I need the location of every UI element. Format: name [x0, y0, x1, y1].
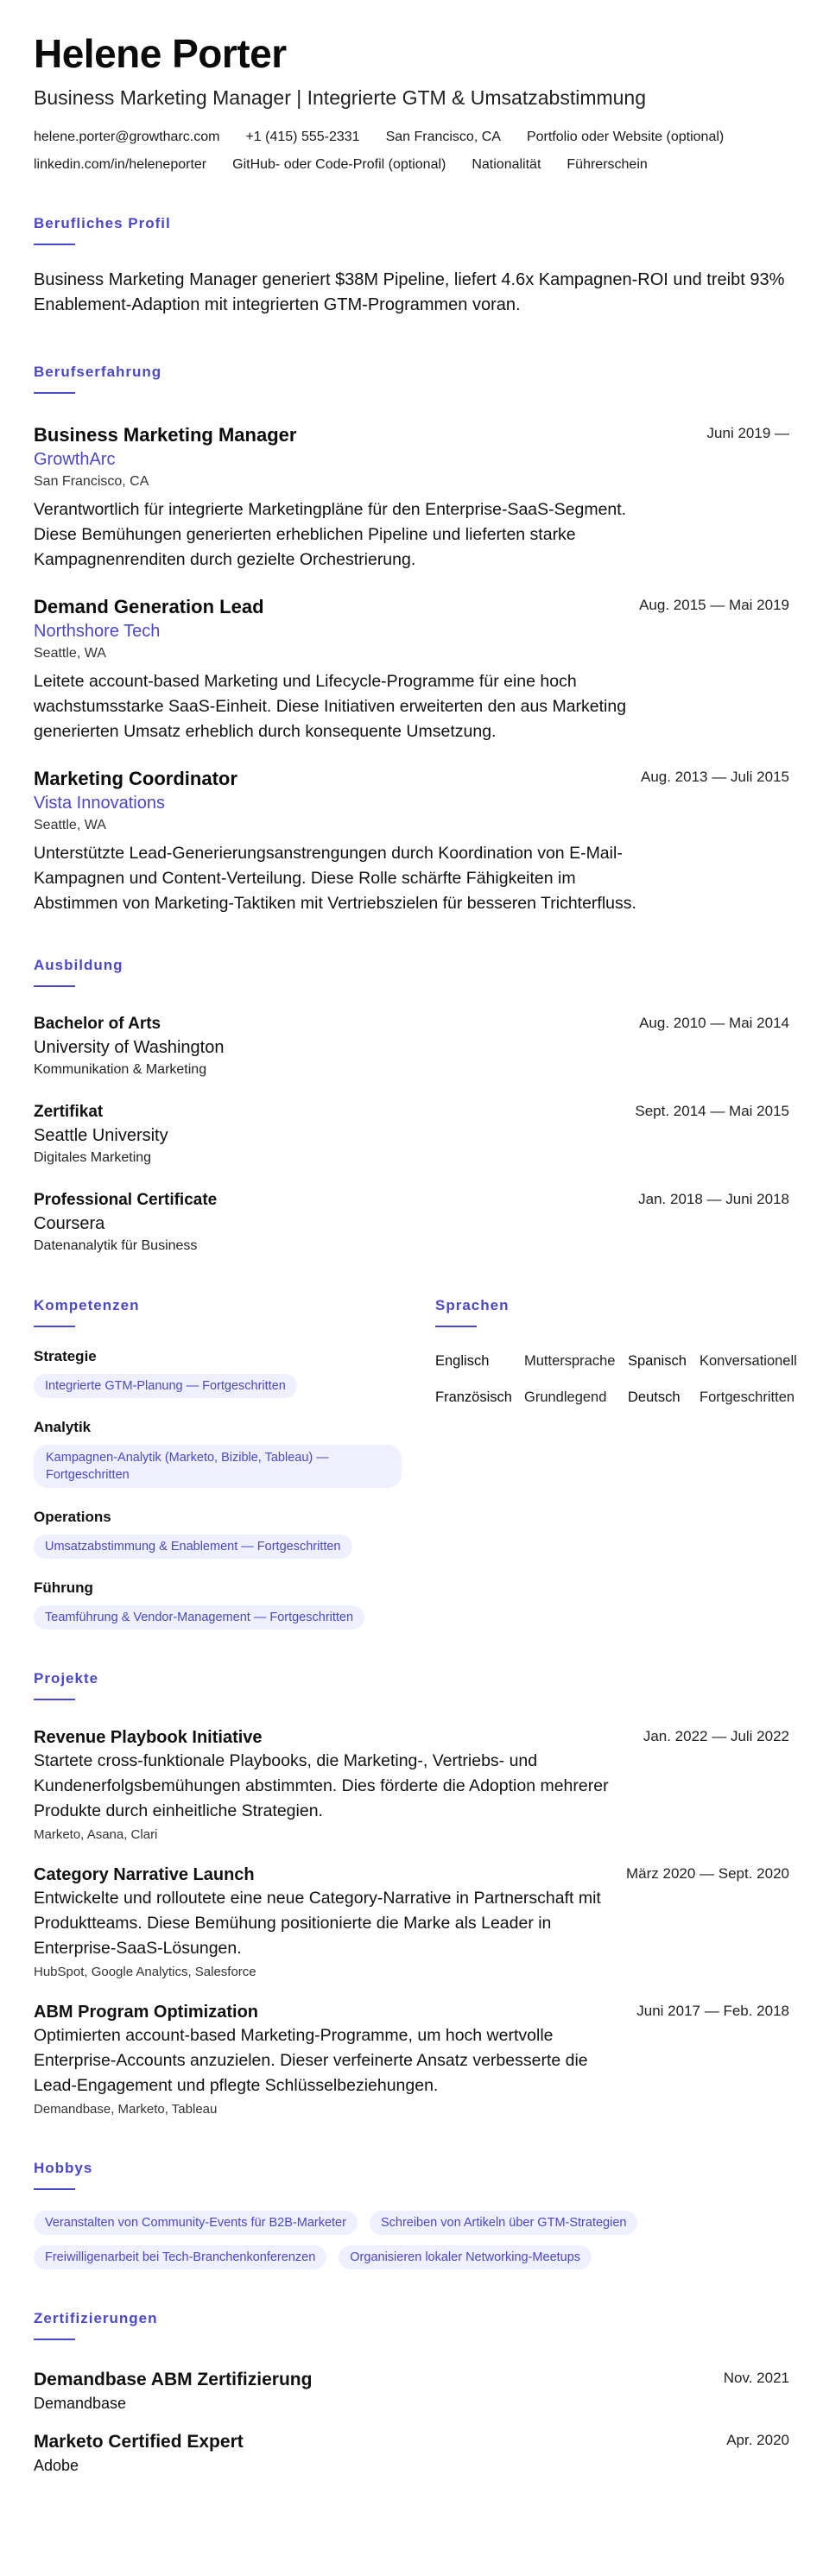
certification-name: Marketo Certified Expert	[34, 2432, 244, 2452]
job-location: Seattle, WA	[34, 818, 106, 832]
degree: Zertifikat	[34, 1103, 104, 1121]
contact-portfolio[interactable]: Portfolio oder Website (optional)	[526, 130, 725, 144]
language-grid	[435, 1351, 797, 1407]
field-of-study: Datenanalytik für Business	[34, 1238, 198, 1253]
section-divider	[34, 1699, 75, 1700]
job-title: Business Marketing Manager	[34, 424, 297, 446]
skills-section	[34, 1296, 435, 1630]
section-title: Kompetenzen	[34, 1297, 140, 1313]
certification-entry	[34, 2430, 789, 2477]
hobby-chip: Freiwilligenarbeit bei Tech-Branchenkonferenzen	[34, 2245, 326, 2269]
certification-date: Apr. 2020	[726, 2432, 789, 2448]
skill-chip: Teamführung & Vendor-Management — Fortgeschritten	[34, 1605, 364, 1630]
job-title: Marketing Coordinator	[34, 768, 237, 789]
section-title: Hobbys	[34, 2160, 93, 2176]
skill-chip: Umsatzabstimmung & Enablement — Fortgeschritten	[34, 1535, 352, 1559]
contact-github[interactable]: GitHub- oder Code-Profil (optional)	[232, 157, 446, 172]
language-level: Fortgeschritten	[700, 1389, 795, 1405]
candidate-name: Helene Porter	[34, 31, 287, 76]
school-name: University of Washington	[34, 1038, 225, 1057]
project-description: Startete cross-funktionale Playbooks, die Marketing-, Vertriebs- und Kundenerfolgsbemühungen abstimmten. Dies förderte die Adoption mehrerer Produkte durch einheitliche Strategien.	[34, 1751, 609, 1820]
language-name: Englisch	[435, 1353, 490, 1369]
experience-section	[34, 363, 789, 916]
project-list	[34, 1726, 789, 2119]
contact-phone[interactable]: +1 (415) 555-2331	[245, 130, 360, 144]
job-description: Unterstützte Lead-Generierungsanstrengungen durch Koordination von E-Mail-Kampagnen und Content-Verteilung. Diese Rolle schärfte Fähigkeiten im Abstimmen von Marketing-Taktiken mit Vertriebszielen für besseren Trichterfluss.	[34, 844, 636, 913]
section-divider	[34, 2188, 75, 2190]
language-level: Konversationell	[700, 1353, 797, 1369]
company-name: Northshore Tech	[34, 622, 161, 641]
section-divider	[34, 244, 75, 245]
education-section	[34, 956, 789, 1256]
contact-email[interactable]: helene.porter@growtharc.com	[34, 130, 220, 144]
project-entry	[34, 2001, 789, 2119]
hobby-chip: Organisieren lokaler Networking-Meetups	[339, 2245, 592, 2269]
experience-entry	[34, 767, 789, 916]
job-title: Demand Generation Lead	[34, 596, 264, 617]
project-name: ABM Program Optimization	[34, 2003, 259, 2022]
project-name: Revenue Playbook Initiative	[34, 1728, 263, 1747]
skill-group	[34, 1578, 435, 1630]
project-tools: HubSpot, Google Analytics, Salesforce	[34, 1965, 256, 1979]
contact-location: San Francisco, CA	[385, 130, 501, 144]
certification-entry	[34, 2368, 789, 2415]
section-divider	[34, 392, 75, 394]
project-tools: Marketo, Asana, Clari	[34, 1827, 158, 1842]
degree: Professional Certificate	[34, 1191, 218, 1209]
projects-section	[34, 1669, 789, 2119]
certification-date: Nov. 2021	[723, 2370, 789, 2386]
job-description: Verantwortlich für integrierte Marketingpläne für den Enterprise-SaaS-Segment. Diese Bemühungen generierten erheblichen Pipeline und lieferten starke Kampagnenrenditen durch gezielte Orchestrierung.	[34, 500, 627, 569]
contact-nationality: Nationalität	[472, 157, 541, 172]
section-divider	[34, 1326, 75, 1327]
experience-entry	[34, 595, 789, 744]
skill-category: Analytik	[34, 1419, 92, 1435]
hobby-chip: Veranstalten von Community-Events für B2B-Marketer	[34, 2211, 358, 2235]
contact-list	[34, 128, 811, 174]
hobby-chip: Schreiben von Artikeln über GTM-Strategien	[370, 2211, 638, 2235]
job-dates: Juni 2019 —	[706, 425, 789, 441]
certifications-section	[34, 2309, 789, 2477]
project-dates: Jan. 2022 — Juli 2022	[643, 1728, 789, 1744]
education-entry	[34, 1013, 789, 1080]
skill-chip: Kampagnen-Analytik (Marketo, Bizible, Tableau) — Fortgeschritten	[34, 1445, 402, 1488]
certification-name: Demandbase ABM Zertifizierung	[34, 2370, 313, 2389]
language-level: Muttersprache	[524, 1353, 616, 1369]
school-name: Seattle University	[34, 1126, 168, 1145]
language-name: Deutsch	[628, 1389, 681, 1405]
field-of-study: Kommunikation & Marketing	[34, 1062, 207, 1077]
hobbies-section	[34, 2159, 789, 2269]
education-entry	[34, 1101, 789, 1168]
job-dates: Aug. 2013 — Juli 2015	[640, 769, 789, 785]
education-entry	[34, 1189, 789, 1256]
project-name: Category Narrative Launch	[34, 1865, 255, 1884]
section-title: Ausbildung	[34, 957, 123, 973]
degree: Bachelor of Arts	[34, 1015, 161, 1033]
section-title: Berufserfahrung	[34, 364, 162, 380]
section-divider	[34, 985, 75, 987]
skill-category: Operations	[34, 1509, 111, 1525]
company-name: GrowthArc	[34, 450, 116, 469]
project-entry	[34, 1864, 789, 1982]
project-description: Optimierten account-based Marketing-Programme, um hoch wertvolle Enterprise-Accounts anzuzielen. Dieser verfeinerte Ansatz verbesserte die Lead-Engagement und pflegte Schlüsselbeziehungen.	[34, 2026, 588, 2095]
profile-section	[34, 214, 789, 318]
job-location: Seattle, WA	[34, 646, 106, 661]
certification-issuer: Demandbase	[34, 2395, 127, 2412]
headline: Business Marketing Manager | Integrierte GTM & Umsatzabstimmung	[34, 86, 647, 109]
job-dates: Aug. 2015 — Mai 2019	[639, 597, 789, 613]
languages-section	[435, 1296, 797, 1630]
section-title: Projekte	[34, 1670, 99, 1687]
section-title: Berufliches Profil	[34, 215, 171, 231]
experience-entry	[34, 423, 789, 573]
section-divider	[34, 2339, 75, 2340]
profile-summary: Business Marketing Manager generiert $38M Pipeline, liefert 4.6x Kampagnen-ROI und treibt 93% Enablement-Adaption mit integrierten GTM-Programmen voran.	[34, 270, 785, 314]
certification-issuer: Adobe	[34, 2457, 79, 2474]
company-name: Vista Innovations	[34, 794, 165, 813]
skill-category: Strategie	[34, 1348, 97, 1364]
project-tools: Demandbase, Marketo, Tableau	[34, 2102, 218, 2117]
experience-list	[34, 423, 789, 916]
language-name: Spanisch	[628, 1353, 687, 1369]
certification-list	[34, 2368, 789, 2477]
project-dates: Juni 2017 — Feb. 2018	[636, 2003, 789, 2019]
language-name: Französisch	[435, 1389, 512, 1405]
project-dates: März 2020 — Sept. 2020	[625, 1865, 789, 1882]
project-description: Entwickelte und rolloutete eine neue Category-Narrative in Partnerschaft mit Produktteams. Diese Bemühung positionierte die Marke als Leader in Enterprise-SaaS-Lösungen.	[34, 1889, 601, 1958]
section-title: Sprachen	[435, 1297, 510, 1313]
skill-chip: Integrierte GTM-Planung — Fortgeschritten	[34, 1374, 297, 1398]
skill-group	[34, 1507, 435, 1559]
skill-category: Führung	[34, 1579, 93, 1596]
field-of-study: Digitales Marketing	[34, 1150, 152, 1165]
contact-license: Führerschein	[567, 157, 648, 172]
resume-header	[34, 31, 789, 174]
education-dates: Aug. 2010 — Mai 2014	[639, 1015, 789, 1031]
section-divider	[435, 1326, 477, 1327]
job-location: San Francisco, CA	[34, 474, 149, 489]
contact-linkedin[interactable]: linkedin.com/in/heleneporter	[34, 157, 207, 172]
hobby-list	[34, 2211, 776, 2269]
job-description: Leitete account-based Marketing und Lifecycle-Programme für eine hoch wachstumsstarke SaaS-Einheit. Diese Initiativen erweiterten den aus Marketing generierten Umsatz erheblich durch konsequente Umsetzung.	[34, 672, 627, 741]
education-dates: Jan. 2018 — Juni 2018	[638, 1191, 789, 1207]
skill-group	[34, 1346, 435, 1398]
skills-languages-row	[34, 1296, 797, 1630]
section-title: Zertifizierungen	[34, 2310, 158, 2326]
project-entry	[34, 1726, 789, 1845]
language-level: Grundlegend	[524, 1389, 607, 1405]
education-list	[34, 1013, 789, 1256]
school-name: Coursera	[34, 1214, 105, 1233]
education-dates: Sept. 2014 — Mai 2015	[635, 1103, 789, 1119]
skill-group	[34, 1417, 435, 1488]
